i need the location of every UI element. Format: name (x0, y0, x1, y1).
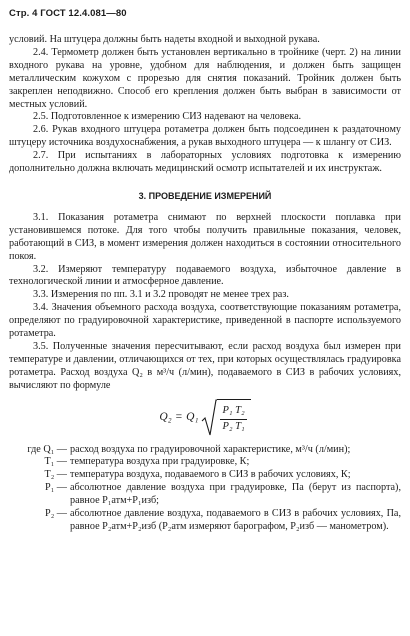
definition-text: расход воздуха по градуировочной характеристике, м³/ч (л/мин); (70, 443, 351, 455)
paragraph-2-6: 2.6. Рукав входного штуцера ротаметра должен быть подсоединен к раздаточному штуцеру источника воздухоснабжения, а рукав выходного штуцера — к шлангу от СИЗ. (9, 124, 401, 149)
fraction-denominator: P₂ T₁ (222, 420, 245, 432)
fraction-numerator: P₁ T₂ (220, 405, 246, 420)
definition-label: P₁ — (45, 482, 67, 494)
paragraph-3-5: 3.5. Полученные значения пересчитывают, если расход воздуха был измерен при температуре и давлении, отличающихся от тех, при которых осуществлялась градуировка ротаметра. Расход воздуха Q₂ в м³/ч (л/мин), подаваемого в СИЗ в рабочих условиях, вычисляют по формуле (9, 340, 401, 391)
radical-sign-icon (201, 399, 217, 437)
paragraph-2-7: 2.7. При испытаниях в лабораторных условиях подготовка к измерению дополнительно должна включать медицинский осмотр испытателей и их инструктаж. (9, 150, 401, 175)
paragraph-continuation: условий. На штуцера должны быть надеты входной и выходной рукава. (9, 34, 320, 45)
formula-equals: = (175, 411, 183, 424)
definition-t2 (9, 469, 401, 482)
definition-label: где Q₁ — (27, 443, 67, 455)
definition-label: P₂ — (45, 508, 67, 520)
paragraph-2-5: 2.5. Подготовленное к измерению СИЗ надевают на человека. (33, 111, 302, 123)
formula-lhs: Q₂ (159, 411, 172, 424)
definition-p1 (9, 482, 401, 508)
document-body (9, 34, 401, 534)
definition-text: температура воздуха, подаваемого в СИЗ в рабочих условиях, К; (70, 469, 351, 481)
variable-definitions (9, 444, 401, 534)
flow-formula (9, 395, 401, 441)
paragraph-3-3: 3.3. Измерения по пп. 3.1 и 3.2 проводят не менее трех раз. (33, 289, 289, 301)
definition-p2 (9, 508, 401, 534)
definition-text: абсолютное давление воздуха, подаваемого в СИЗ в рабочих условиях, Па, равное P₂атм+P₂изб (P₂атм измеряют барографом, P₂изб — манометром). (70, 508, 401, 532)
radicand (217, 399, 250, 437)
paragraph-3-2: 3.2. Измеряют температуру подаваемого воздуха, избыточное давление в технологической линии и атмосферное давление. (9, 263, 401, 288)
definition-label: T₂ — (44, 469, 67, 481)
square-root (201, 399, 250, 437)
paragraph-2-4: 2.4. Термометр должен быть установлен вертикально в тройнике (черт. 2) на линии входного рукава на уровне, удобном для наблюдения, и должен быть защищен металлическим кожухом с прорезью для снятия показаний. Тройник должен быть закреплен неподвижно. Способ его крепления должен быть выбран в зависимости от местных условий. (9, 46, 401, 110)
definition-text: температура воздуха при градуировке, К; (70, 456, 250, 468)
formula-fraction (220, 405, 246, 434)
section-title: 3. ПРОВЕДЕНИЕ ИЗМЕРЕНИЙ (138, 190, 272, 201)
page-header: Стр. 4 ГОСТ 12.4.081—80 (9, 8, 127, 19)
paragraph-3-1: 3.1. Показания ротаметра снимают по верхней плоскости поплавка при установившемся потоке. Для того чтобы получить правильные показания, человек, работающий в СИЗ, в момент измерения должен находиться в состоянии относительного покоя. (9, 211, 401, 262)
formula-q1: Q₁ (186, 411, 199, 424)
definition-label: T₁ — (44, 456, 67, 468)
definition-text: абсолютное давление воздуха при градуировке, Па (берут из паспорта), равное P₁атм+P₁изб; (70, 482, 401, 507)
definition-q1 (9, 444, 401, 457)
definition-t1 (9, 456, 401, 469)
paragraph-3-4: 3.4. Значения объемного расхода воздуха, соответствующие показаниям ротаметра, определяют по градуировочной характеристике, приведенной в паспорте используемого ротаметра. (9, 302, 401, 340)
